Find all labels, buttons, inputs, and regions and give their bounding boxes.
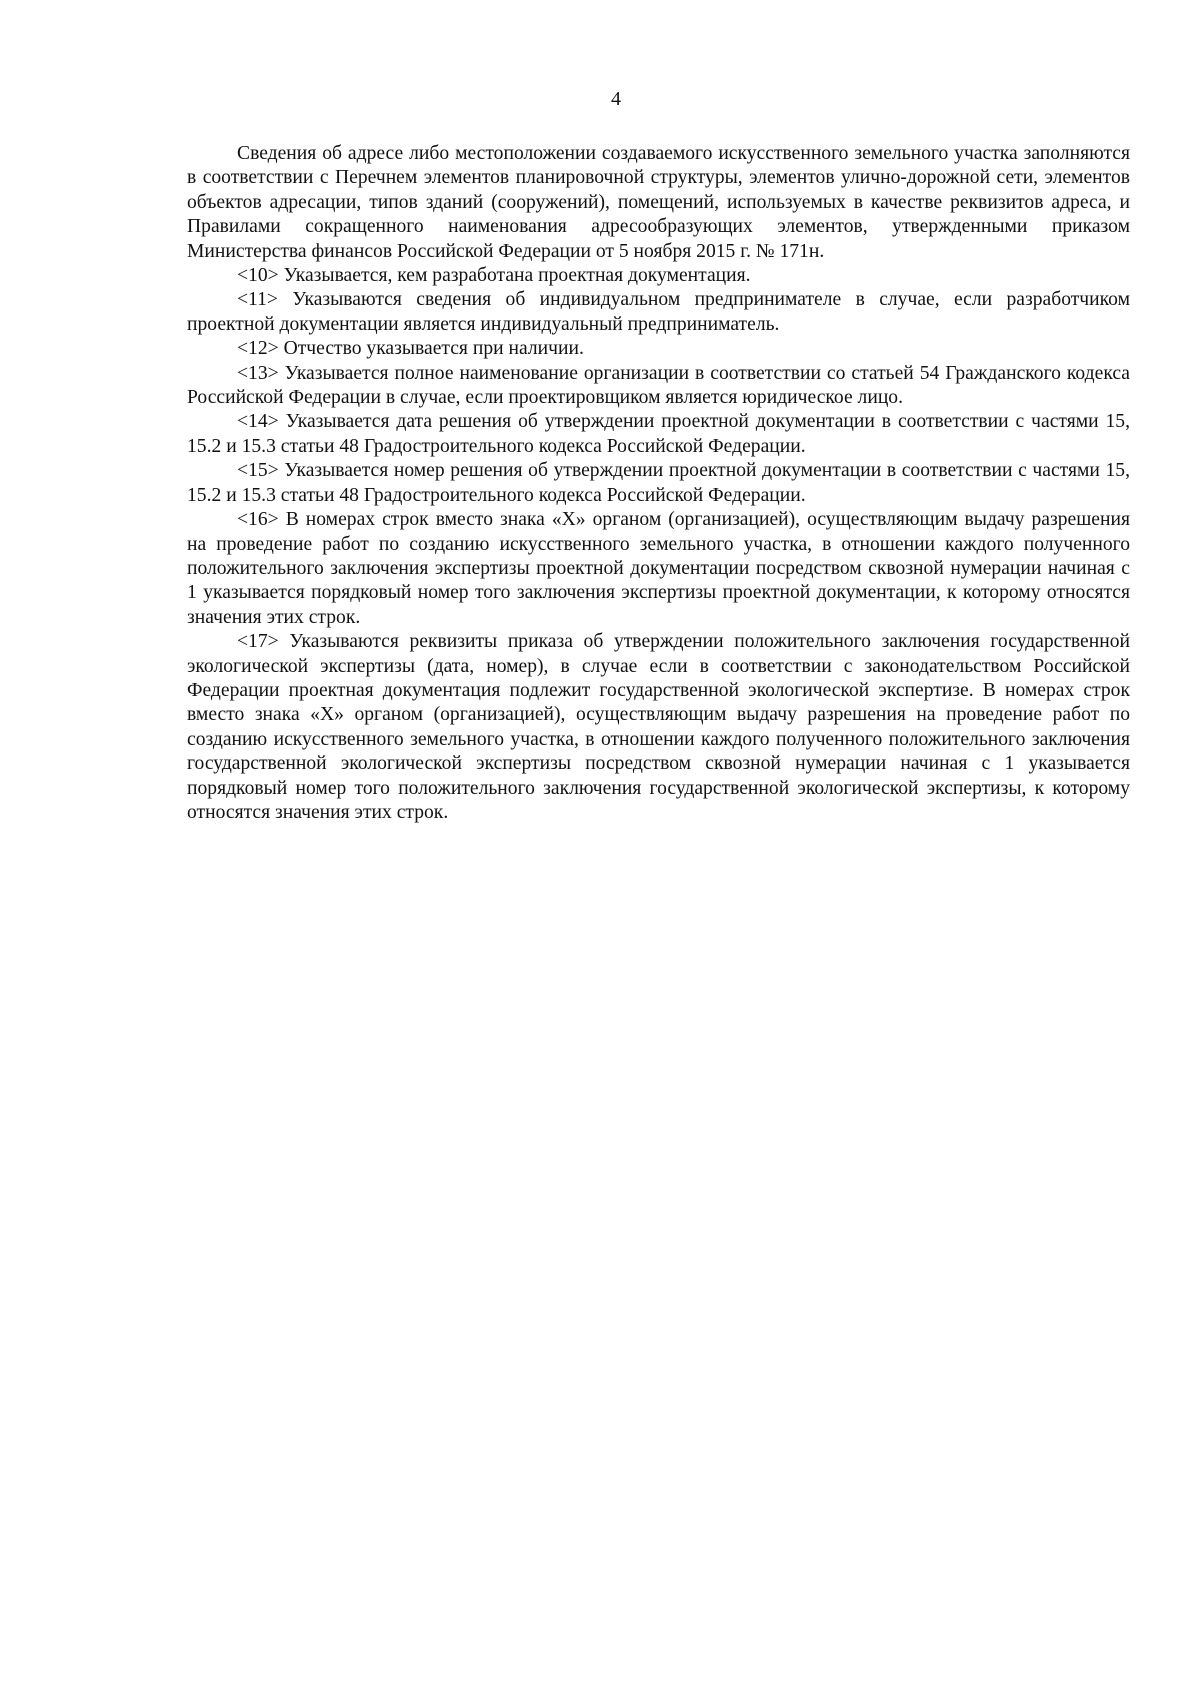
footnote-16: <16> В номерах строк вместо знака «Х» органом (организацией), осуществляющим выдачу разрешения на проведение работ по созданию искусственного земельного участка, в отношении каждого полученного положительного заключения экспертизы проектной документации посредством сквозной нумерации начиная с 1 указывается порядковый номер того заключения экспертизы проектной документации, к которому относятся значения этих строк. [187,509,1130,628]
footnote-11: <11> Указываются сведения об индивидуальном предпринимателе в случае, если разработчиком проектной документации является индивидуальный предприниматель. [187,289,1130,335]
page-number: 4 [611,88,621,110]
paragraph-address-info: Сведения об адресе либо местоположении создаваемого искусственного земельного участка заполняются в соответствии с Перечнем элементов планировочной структуры, элементов улично-дорожной сети, элементов объектов адресации, типов зданий (сооружений), помещений, используемых в качестве реквизитов адреса, и Правилами сокращенного наименования адресообразующих элементов, утвержденными приказом Министерства финансов Российской Федерации от 5 ноября 2015 г. № 171н. [187,143,1130,262]
footnote-10: <10> Указывается, кем разработана проектная документация. [237,265,751,287]
footnote-14: <14> Указывается дата решения об утверждении проектной документации в соответствии с частями 15, 15.2 и 15.3 статьи 48 Градостроительного кодекса Российской Федерации. [187,411,1130,457]
footnote-15: <15> Указывается номер решения об утверждении проектной документации в соответствии с частями 15, 15.2 и 15.3 статьи 48 Градостроительного кодекса Российской Федерации. [187,460,1130,506]
footnotes-text [187,142,1130,825]
footnote-12: <12> Отчество указывается при наличии. [237,338,584,360]
footnote-17: <17> Указываются реквизиты приказа об утверждении положительного заключения государственной экологической экспертизы (дата, номер), в случае если в соответствии с законодательством Российской Федерации проектная документация подлежит государственной экологической экспертизе. В номерах строк вместо знака «Х» органом (организацией), осуществляющим выдачу разрешения на проведение работ по созданию искусственного земельного участка, в отношении каждого полученного положительного заключения государственной экологической экспертизы посредством сквозной нумерации начиная с 1 указывается порядковый номер того положительного заключения государственной экологической экспертизы, к которому относятся значения этих строк. [187,631,1130,823]
footnote-13: <13> Указывается полное наименование организации в соответствии со статьей 54 Гражданского кодекса Российской Федерации в случае, если проектировщиком является юридическое лицо. [187,362,1130,409]
